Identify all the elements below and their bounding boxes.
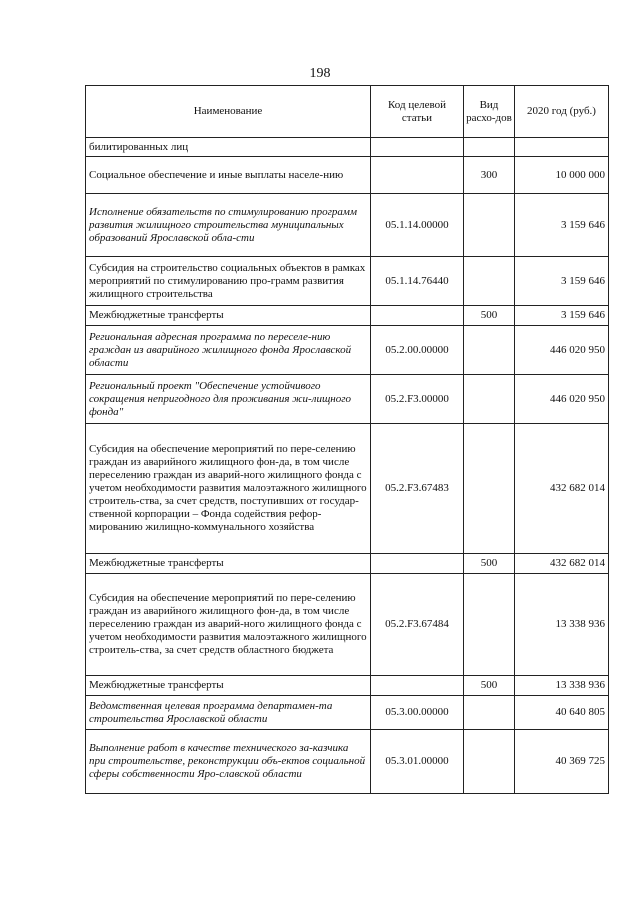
row-code-cell: 05.3.01.00000 — [371, 730, 464, 794]
row-code-cell: 05.2.F3.00000 — [371, 375, 464, 424]
row-code-cell — [371, 676, 464, 696]
header-kind: Вид расхо-дов — [464, 86, 515, 138]
row-amount-cell: 446 020 950 — [515, 326, 609, 375]
table-header-row — [86, 86, 609, 138]
table-row — [86, 138, 609, 157]
row-code-cell: 05.2.F3.67483 — [371, 424, 464, 554]
row-amount-cell: 3 159 646 — [515, 194, 609, 257]
row-amount-cell: 13 338 936 — [515, 574, 609, 676]
row-name-cell: Субсидия на обеспечение мероприятий по пере-селению граждан из аварийного жилищного фон-да, в том числе переселению граждан из аварий-ного жилищного фонда с учетом необходимости развития малоэтажного жилищного строитель-ства, за счет средств, поступивших от государ-ственной корпорации – Фонда содействия рефор-мированию жилищно-коммунального хозяйства — [86, 424, 371, 554]
row-amount-cell: 3 159 646 — [515, 306, 609, 326]
row-amount-cell: 13 338 936 — [515, 676, 609, 696]
table-row — [86, 554, 609, 574]
row-code-cell: 05.2.F3.67484 — [371, 574, 464, 676]
row-kind-cell — [464, 574, 515, 676]
row-name-cell: Региональный проект "Обеспечение устойчивого сокращения непригодного для проживания жи-лищного фонда" — [86, 375, 371, 424]
row-name-cell: Исполнение обязательств по стимулированию программ развития жилищного строительства муниципальных образований Ярославской обла-сти — [86, 194, 371, 257]
row-kind-cell: 500 — [464, 676, 515, 696]
row-code-cell — [371, 554, 464, 574]
row-name-cell: Субсидия на обеспечение мероприятий по пере-селению граждан из аварийного жилищного фон-да, в том числе переселению граждан из аварий-ного жилищного фонда с учетом необходимости развития малоэтажного жилищного строитель-ства, за счет средств областного бюджета — [86, 574, 371, 676]
row-amount-cell: 432 682 014 — [515, 424, 609, 554]
row-amount-cell: 40 640 805 — [515, 696, 609, 730]
row-kind-cell: 500 — [464, 306, 515, 326]
row-code-cell: 05.2.00.00000 — [371, 326, 464, 375]
row-name-cell: Региональная адресная программа по переселе-нию граждан из аварийного жилищного фонда Ярославской области — [86, 326, 371, 375]
row-name-cell: Межбюджетные трансферты — [86, 676, 371, 696]
row-kind-cell: 500 — [464, 554, 515, 574]
header-amount: 2020 год (руб.) — [515, 86, 609, 138]
row-kind-cell — [464, 424, 515, 554]
table-row — [86, 696, 609, 730]
table-row — [86, 257, 609, 306]
header-code: Код целевой статьи — [371, 86, 464, 138]
row-kind-cell — [464, 326, 515, 375]
row-kind-cell — [464, 194, 515, 257]
row-code-cell: 05.1.14.76440 — [371, 257, 464, 306]
row-kind-cell: 300 — [464, 157, 515, 194]
table-row — [86, 157, 609, 194]
table-body — [86, 138, 609, 794]
row-amount-cell: 446 020 950 — [515, 375, 609, 424]
table-row — [86, 730, 609, 794]
row-name-cell: Межбюджетные трансферты — [86, 554, 371, 574]
row-code-cell: 05.1.14.00000 — [371, 194, 464, 257]
row-amount-cell — [515, 138, 609, 157]
row-name-cell: Выполнение работ в качестве технического за-казчика при строительстве, реконструкции объ-ектов социальной сферы собственности Яро-славской области — [86, 730, 371, 794]
row-code-cell — [371, 157, 464, 194]
row-kind-cell — [464, 696, 515, 730]
row-kind-cell — [464, 730, 515, 794]
table-row — [86, 676, 609, 696]
row-code-cell — [371, 138, 464, 157]
table-row — [86, 326, 609, 375]
table-row — [86, 375, 609, 424]
page-number: 198 — [309, 66, 331, 81]
row-amount-cell: 3 159 646 — [515, 257, 609, 306]
row-kind-cell — [464, 138, 515, 157]
row-amount-cell: 40 369 725 — [515, 730, 609, 794]
row-amount-cell: 10 000 000 — [515, 157, 609, 194]
row-kind-cell — [464, 375, 515, 424]
row-name-cell: Субсидия на строительство социальных объектов в рамках мероприятий по стимулированию про-грамм развития жилищного строительства — [86, 257, 371, 306]
table-row — [86, 424, 609, 554]
row-kind-cell — [464, 257, 515, 306]
header-name: Наименование — [86, 86, 371, 138]
table-row — [86, 194, 609, 257]
row-code-cell: 05.3.00.00000 — [371, 696, 464, 730]
budget-table — [85, 85, 609, 794]
row-name-cell: Ведомственная целевая программа департамен-та строительства Ярославской области — [86, 696, 371, 730]
row-name-cell: Социальное обеспечение и иные выплаты населе-нию — [86, 157, 371, 194]
row-code-cell — [371, 306, 464, 326]
row-amount-cell: 432 682 014 — [515, 554, 609, 574]
row-name-cell: Межбюджетные трансферты — [86, 306, 371, 326]
table-row — [86, 574, 609, 676]
row-name-cell: билитированных лиц — [86, 138, 371, 157]
table-row — [86, 306, 609, 326]
